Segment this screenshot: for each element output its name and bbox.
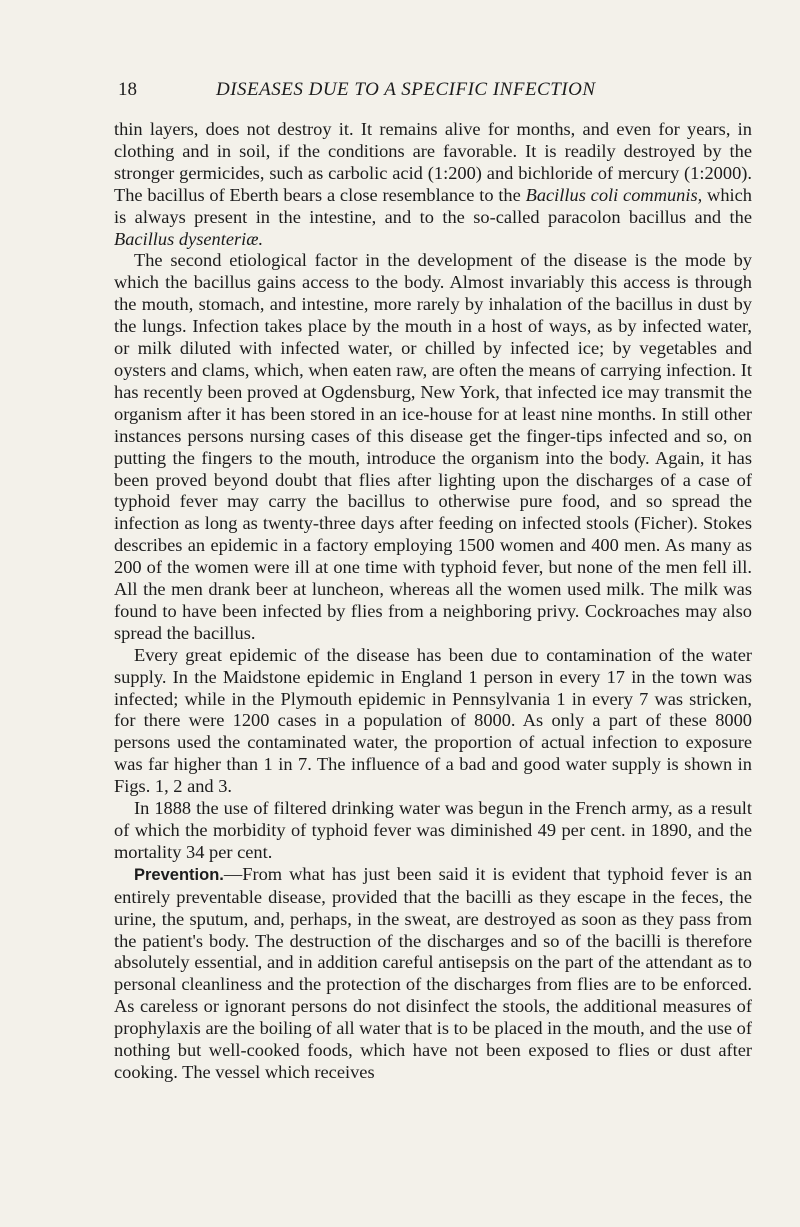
running-title: DISEASES DUE TO A SPECIFIC INFECTION <box>216 79 596 100</box>
paragraph-text: which is always present in the intestine, and to the so-called paracolon bacillus and the <box>114 184 752 227</box>
body-text <box>114 119 752 1084</box>
paragraph: In 1888 the use of filtered drinking water was begun in the French army, as a result of which the morbidity of typhoid fever was diminished 49 per cent. in 1890, and the mortality 34 per cent. <box>114 798 752 862</box>
paragraph-text: thin layers, does not destroy it. It remains alive for months, and even for years, in clothing and in soil, if the conditions are favorable. It is readily destroyed by the stronger germicides, such as carbolic acid (1:200) and bichloride of mercury (1:2000). The bacillus of Eberth bears a close resemblance to the <box>114 119 752 205</box>
running-head <box>118 77 718 103</box>
page-number: 18 <box>118 79 137 100</box>
italic-term: Bacillus coli communis, <box>525 184 703 205</box>
paragraph: Every great epidemic of the disease has been due to contamination of the water supply. In the Maidstone epidemic in England 1 person in every 17 in the town was infected; while in the Plymouth epidemic in Pennsylvania 1 in every 7 was stricken, for there were 1200 cases in a population of 8000. As only a part of these 8000 persons used the contaminated water, the proportion of actual infection to exposure was far higher than 1 in 7. The influence of a bad and good water supply is shown in Figs. 1, 2 and 3. <box>114 644 752 797</box>
paragraph-text: —From what has just been said it is evident that typhoid fever is an entirely preventable disease, provided that the bacilli as they escape in the feces, the urine, the sputum, and, perhaps, in the sweat, are destroyed as soon as they pass from the patient's body. The destruction of the discharges and so of the bacilli is therefore absolutely essential, and in addition careful antisepsis on the part of the attendant as to personal cleanliness and the protection of the discharges from flies are to be enforced. As careless or ignorant persons do not disinfect the stools, the additional measures of prophylaxis are the boiling of all water that is to be placed in the mouth, and the use of nothing but well-cooked foods, which have not been exposed to flies or dust after cooking. The vessel which receives <box>114 863 752 1082</box>
italic-term: Bacillus dysenteriæ. <box>114 228 264 249</box>
section-run-in-heading: Prevention. <box>134 865 224 884</box>
paragraph-continuation <box>114 119 752 250</box>
paragraph: The second etiological factor in the development of the disease is the mode by which the bacillus gains access to the body. Almost invariably this access is through the mouth, stomach, and intestine, more rarely by inhalation of the bacillus in dust by the lungs. Infection takes place by the mouth in a host of ways, as by infected water, or milk diluted with infected water, or chilled by infected ice; by vegetables and oysters and clams, which, when eaten raw, are often the means of carrying infection. It has recently been proved at Ogdensburg, New York, that infected ice may transmit the organism after it has been stored in an ice-house for at least nine months. In still other instances persons nursing cases of this disease get the finger-tips infected and so, on putting the fingers to the mouth, introduce the organism into the body. Again, it has been proved beyond doubt that flies after lighting upon the discharges of a case of typhoid fever may carry the bacillus to otherwise pure food, and so spread the infection as long as twenty-three days after feeding on infected stools (Ficher). Stokes describes an epidemic in a factory employing 1500 women and 400 men. As many as 200 of the women were ill at one time with typhoid fever, but none of the men fell ill. All the men drank beer at luncheon, whereas all the women used milk. The milk was found to have been infected by flies from a neighboring privy. Cockroaches may also spread the bacillus. <box>114 250 752 643</box>
paragraph <box>114 864 752 1084</box>
